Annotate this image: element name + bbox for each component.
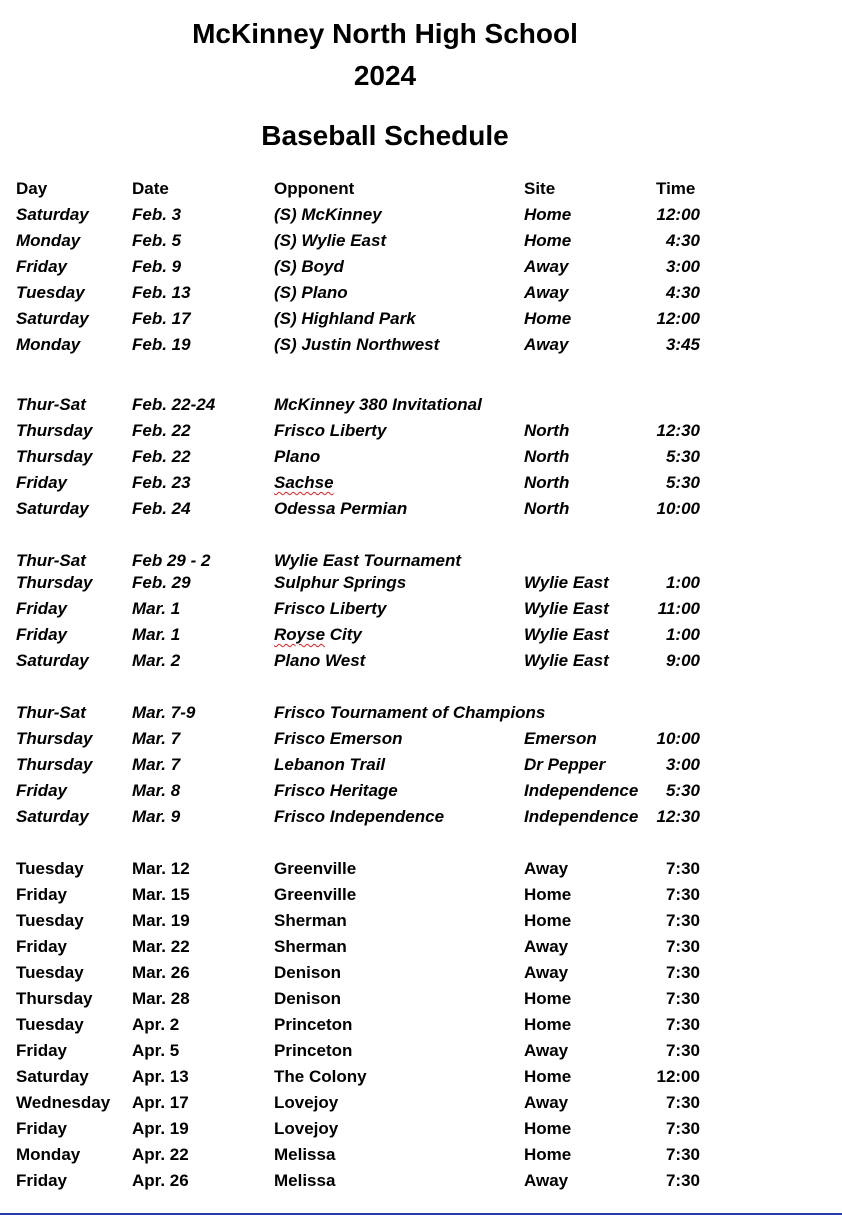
cell-date: Apr. 2: [132, 1015, 180, 1034]
cell-opponent: Lebanon Trail: [274, 755, 386, 774]
cell-date: Mar. 9: [132, 807, 181, 826]
cell-date: Mar. 7: [132, 755, 181, 774]
cell-time: 7:30: [665, 1119, 700, 1138]
cell-day: Tuesday: [16, 963, 84, 982]
cell-opponent: Princeton: [274, 1015, 353, 1034]
cell-day: Saturday: [16, 309, 89, 328]
table-row: [0, 650, 842, 672]
table-row: [0, 936, 842, 958]
cell-date: Feb. 13: [132, 283, 191, 302]
cell-opponent: Plano: [274, 447, 321, 466]
cell-time: 12:30: [656, 421, 700, 440]
table-row: [0, 204, 842, 226]
cell-time: 4:30: [665, 231, 700, 250]
cell-date: Feb. 5: [132, 231, 182, 250]
cell-date: Mar. 1: [132, 599, 181, 618]
cell-date: Mar. 7: [132, 729, 181, 748]
table-row: [0, 282, 842, 304]
cell-site: Home: [524, 231, 572, 250]
cell-site: Home: [524, 1145, 572, 1164]
schedule-title: Baseball Schedule: [261, 120, 509, 151]
cell-day: Monday: [16, 335, 81, 354]
table-row: [0, 962, 842, 984]
cell-opponent: Princeton: [274, 1041, 353, 1060]
table-row: [0, 446, 842, 468]
cell-day: Friday: [16, 625, 68, 644]
table-row: [0, 702, 842, 724]
cell-time: 12:00: [656, 1067, 700, 1086]
cell-opponent: Sherman: [274, 911, 347, 930]
cell-site: Home: [524, 309, 572, 328]
cell-date: Apr. 26: [132, 1171, 189, 1190]
cell-site: North: [524, 447, 570, 466]
cell-site: Away: [524, 963, 569, 982]
cell-time: 9:00: [665, 651, 700, 670]
cell-opponent: Frisco Liberty: [274, 599, 387, 618]
cell-time: 11:00: [657, 599, 700, 618]
cell-date: Feb. 19: [132, 335, 191, 354]
cell-opponent: Odessa Permian: [274, 499, 408, 518]
cell-day: Tuesday: [16, 1015, 84, 1034]
cell-site: Away: [524, 335, 569, 354]
cell-time: 7:30: [665, 963, 700, 982]
cell-day: Thursday: [16, 755, 93, 774]
cell-time: 7:30: [665, 1041, 700, 1060]
cell-day: Friday: [16, 1171, 68, 1190]
cell-day: Saturday: [16, 1067, 89, 1086]
cell-time: 7:30: [665, 1171, 700, 1190]
cell-time: 1:00: [665, 573, 700, 592]
cell-opponent-rest: City: [325, 625, 362, 644]
cell-date: Mar. 12: [132, 859, 190, 878]
cell-site: Dr Pepper: [524, 755, 606, 774]
cell-day: Monday: [16, 231, 81, 250]
cell-site: North: [524, 473, 570, 492]
cell-site: Away: [524, 937, 569, 956]
cell-date: Mar. 2: [132, 651, 181, 670]
cell-time: 4:30: [665, 283, 700, 302]
table-row: [0, 1144, 842, 1166]
cell-opponent: Melissa: [274, 1171, 336, 1190]
table-row: [0, 624, 842, 646]
cell-site: Away: [524, 1041, 569, 1060]
cell-time: 7:30: [665, 1093, 700, 1112]
cell-site: Home: [524, 911, 572, 930]
cell-date: Mar. 8: [132, 781, 181, 800]
cell-date: Mar. 7-9: [132, 703, 196, 722]
table-row: [0, 858, 842, 880]
cell-opponent: Denison: [274, 989, 342, 1008]
cell-site: Home: [524, 1067, 572, 1086]
cell-site: Home: [524, 1015, 572, 1034]
table-row: [0, 256, 842, 278]
cell-opponent: Frisco Heritage: [274, 781, 398, 800]
cell-time: 7:30: [665, 885, 700, 904]
cell-time: 7:30: [665, 1145, 700, 1164]
cell-site: Home: [524, 1119, 572, 1138]
cell-day: Friday: [16, 1041, 68, 1060]
table-row: [0, 230, 842, 252]
cell-date: Mar. 28: [132, 989, 190, 1008]
table-header-row: [0, 178, 842, 200]
table-row: [0, 910, 842, 932]
cell-day: Thursday: [16, 421, 93, 440]
cell-time: 7:30: [665, 989, 700, 1008]
cell-site: North: [524, 499, 570, 518]
table-row: [0, 334, 842, 356]
cell-time: 12:00: [656, 309, 700, 328]
cell-day: Friday: [16, 257, 68, 276]
cell-site: Wylie East: [524, 625, 609, 644]
cell-opponent: (S) Wylie East: [274, 231, 387, 250]
cell-time: 5:30: [665, 781, 700, 800]
header-date: Date: [132, 179, 169, 198]
cell-site: Away: [524, 859, 569, 878]
cell-day: Thursday: [16, 989, 93, 1008]
cell-date: Apr. 19: [132, 1119, 189, 1138]
cell-time: 5:30: [665, 473, 700, 492]
cell-site: Wylie East: [524, 573, 609, 592]
cell-site: Wylie East: [524, 651, 609, 670]
header-day: Day: [16, 179, 48, 198]
cell-opponent: Lovejoy: [274, 1093, 339, 1112]
page-bottom-rule: [0, 1213, 842, 1215]
table-row: [0, 1118, 842, 1140]
cell-date: Feb. 22: [132, 447, 191, 466]
cell-day: Monday: [16, 1145, 81, 1164]
cell-time: 10:00: [656, 729, 700, 748]
cell-date: Feb. 3: [132, 205, 182, 224]
cell-opponent: Sulphur Springs: [274, 573, 407, 592]
table-row: [0, 1092, 842, 1114]
cell-day: Saturday: [16, 205, 89, 224]
cell-date: Feb. 23: [132, 473, 191, 492]
table-row: [0, 420, 842, 442]
cell-site: Away: [524, 1093, 569, 1112]
cell-site: Home: [524, 989, 572, 1008]
cell-day: Thur-Sat: [16, 703, 86, 722]
cell-opponent: (S) Justin Northwest: [274, 335, 440, 354]
cell-opponent: (S) Plano: [274, 283, 348, 302]
cell-site: Independence: [524, 807, 639, 826]
cell-opponent: Sherman: [274, 937, 347, 956]
cell-opponent: [274, 624, 362, 646]
table-row: [0, 308, 842, 330]
cell-day: Tuesday: [16, 911, 84, 930]
cell-time: 7:30: [665, 1015, 700, 1034]
cell-opponent: (S) McKinney: [274, 205, 382, 224]
cell-opponent: Lovejoy: [274, 1119, 339, 1138]
cell-day: Wednesday: [16, 1093, 111, 1112]
cell-opponent: Plano West: [274, 651, 366, 670]
cell-day: Friday: [16, 599, 68, 618]
cell-day: Thur-Sat: [16, 551, 86, 570]
cell-day: Friday: [16, 473, 68, 492]
cell-day: Saturday: [16, 807, 89, 826]
cell-date: Feb. 29: [132, 573, 191, 592]
cell-opponent: (S) Highland Park: [274, 309, 416, 328]
cell-day: Friday: [16, 1119, 68, 1138]
cell-date: Feb. 24: [132, 499, 191, 518]
cell-date: Apr. 17: [132, 1093, 189, 1112]
table-row: [0, 884, 842, 906]
cell-day: Thur-Sat: [16, 395, 86, 414]
table-row: [0, 806, 842, 828]
table-row: [0, 754, 842, 776]
cell-time: 12:00: [656, 205, 700, 224]
table-row: [0, 550, 842, 572]
header-time: Time: [656, 179, 696, 198]
cell-opponent: Wylie East Tournament: [274, 551, 462, 570]
cell-time: 7:30: [665, 859, 700, 878]
cell-day: Thursday: [16, 573, 93, 592]
cell-date: Feb. 17: [132, 309, 191, 328]
table-row: [0, 472, 842, 494]
cell-date: Apr. 5: [132, 1041, 180, 1060]
table-row: [0, 498, 842, 520]
cell-opponent: The Colony: [274, 1067, 367, 1086]
cell-day: Friday: [16, 781, 68, 800]
table-row: [0, 598, 842, 620]
cell-day: Thursday: [16, 447, 93, 466]
cell-opponent: (S) Boyd: [274, 257, 344, 276]
cell-date: Mar. 26: [132, 963, 190, 982]
cell-time: 7:30: [665, 911, 700, 930]
cell-day: Friday: [16, 937, 68, 956]
cell-opponent: Greenville: [274, 859, 357, 878]
cell-site: North: [524, 421, 570, 440]
cell-time: 3:00: [665, 257, 700, 276]
cell-site: Independence: [524, 781, 639, 800]
cell-site: Away: [524, 283, 569, 302]
cell-day: Tuesday: [16, 859, 84, 878]
cell-time: 5:30: [665, 447, 700, 466]
table-row: [0, 780, 842, 802]
cell-site: Away: [524, 1171, 569, 1190]
cell-date: Apr. 22: [132, 1145, 189, 1164]
cell-opponent: McKinney 380 Invitational: [274, 395, 482, 414]
year-title: 2024: [353, 60, 417, 91]
cell-opponent: Denison: [274, 963, 342, 982]
table-row: [0, 394, 842, 416]
table-row: [0, 1066, 842, 1088]
cell-opponent: Sachse: [274, 473, 334, 492]
cell-opponent: Greenville: [274, 885, 357, 904]
cell-opponent: Frisco Emerson: [274, 729, 403, 748]
table-row: [0, 988, 842, 1010]
table-row: [0, 728, 842, 750]
table-row: [0, 1014, 842, 1036]
cell-time: 1:00: [665, 625, 700, 644]
table-row: [0, 1040, 842, 1062]
cell-site: Home: [524, 205, 572, 224]
cell-opponent-flagged-word: Royse: [274, 625, 326, 644]
cell-day: Saturday: [16, 499, 89, 518]
header-site: Site: [524, 179, 556, 198]
cell-opponent: Frisco Tournament of Champions: [274, 703, 546, 722]
cell-time: 3:45: [665, 335, 700, 354]
cell-site: Emerson: [524, 729, 597, 748]
cell-day: Thursday: [16, 729, 93, 748]
cell-day: Saturday: [16, 651, 89, 670]
cell-day: Friday: [16, 885, 68, 904]
table-row: [0, 1170, 842, 1192]
cell-site: Wylie East: [524, 599, 609, 618]
cell-date: Feb 29 - 2: [132, 551, 211, 570]
cell-time: 12:30: [656, 807, 700, 826]
cell-opponent: Melissa: [274, 1145, 336, 1164]
school-title: McKinney North High School: [192, 18, 578, 49]
cell-date: Feb. 9: [132, 257, 182, 276]
cell-site: Away: [524, 257, 569, 276]
cell-date: Mar. 19: [132, 911, 190, 930]
header-opponent: Opponent: [274, 179, 355, 198]
cell-date: Mar. 15: [132, 885, 190, 904]
cell-site: Home: [524, 885, 572, 904]
cell-day: Tuesday: [16, 283, 85, 302]
cell-date: Apr. 13: [132, 1067, 189, 1086]
cell-date: Feb. 22-24: [132, 395, 216, 414]
cell-date: Feb. 22: [132, 421, 191, 440]
cell-time: 7:30: [665, 937, 700, 956]
cell-opponent: Frisco Independence: [274, 807, 445, 826]
cell-time: 10:00: [656, 499, 700, 518]
table-row: [0, 572, 842, 594]
cell-opponent: Frisco Liberty: [274, 421, 387, 440]
cell-date: Mar. 1: [132, 625, 181, 644]
cell-date: Mar. 22: [132, 937, 190, 956]
cell-time: 3:00: [665, 755, 700, 774]
